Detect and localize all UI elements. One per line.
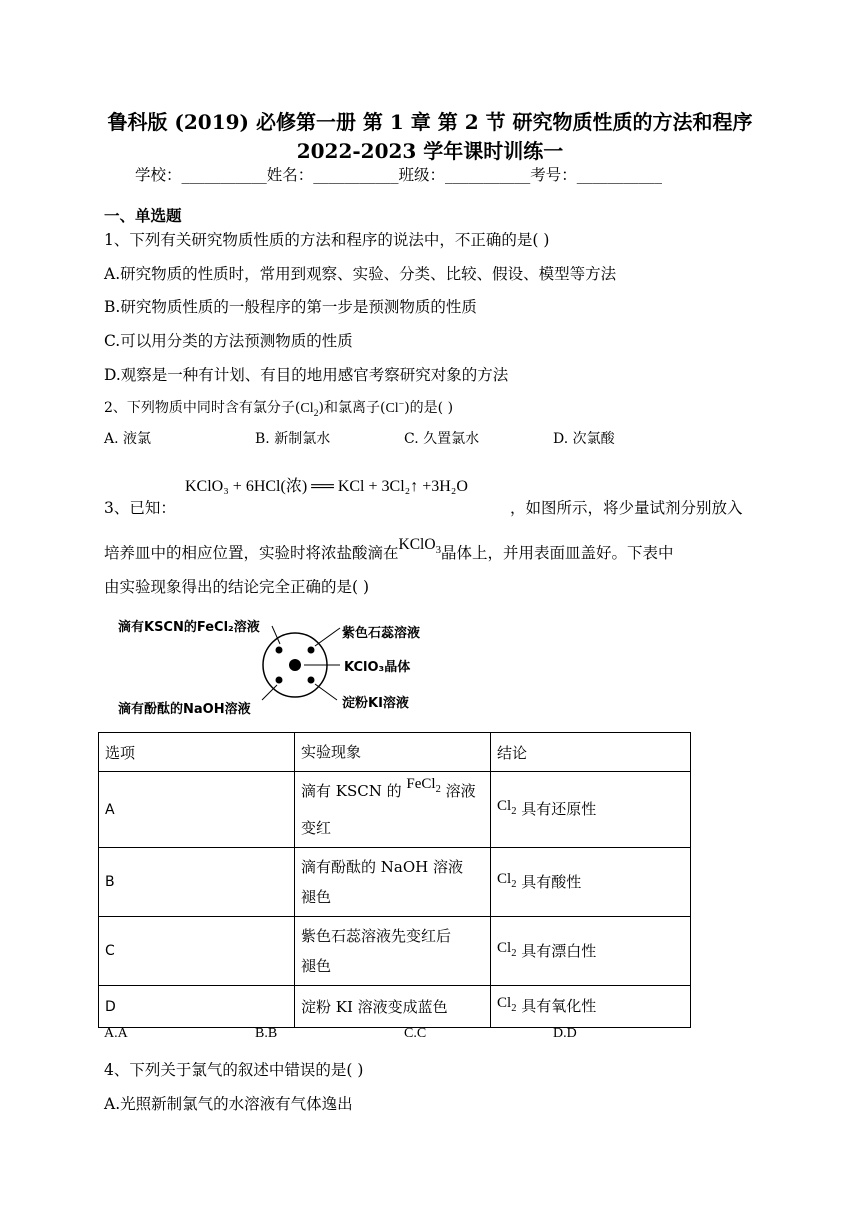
- row-conclusion: $Cl_2$ 具有还原性: [491, 772, 691, 848]
- row-option: C: [99, 917, 295, 986]
- row-phenomenon: 淀粉 KI 溶液变成蓝色: [295, 986, 491, 1028]
- row-conclusion: $Cl_2$ 具有氧化性: [491, 986, 691, 1028]
- row-phenomenon: 滴有 KSCN 的 FeCl$_2$ 溶液 变红: [295, 772, 491, 848]
- row-option: A: [99, 772, 295, 848]
- leader-tr: [315, 628, 340, 646]
- label-litmus: 紫色石蕊溶液: [342, 626, 421, 641]
- q3-line1-rest: ，如图所示，将少量试剂分别放入: [510, 499, 743, 517]
- row-option: D: [99, 986, 295, 1028]
- q2-stem: 2、下列物质中同时含有氯分子$(Cl_2)$和氯离子(Cl−)的是( ): [104, 398, 454, 419]
- row-option: B: [99, 848, 295, 917]
- row-conclusion: $Cl_2$ 具有漂白性: [491, 917, 691, 986]
- page-title: 鲁科版 (2019) 必修第一册 第 1 章 第 2 节 研究物质性质的方法和程序: [107, 110, 753, 134]
- row-conclusion: $Cl_2$ 具有酸性: [491, 848, 691, 917]
- label-kclo3: KClO₃晶体: [344, 660, 411, 675]
- q3-equation: KClO₃ + 6HCl(浓) ══ KCl + 3Cl₂↑ +3H₂O: [185, 478, 468, 495]
- q3-option-c: C.C: [404, 1026, 427, 1041]
- row-phenomenon: 紫色石蕊溶液先变红后 褪色: [295, 917, 491, 986]
- label-fecl2: 滴有KSCN的FeCl₂溶液: [118, 620, 260, 635]
- leader-br: [315, 684, 337, 700]
- dot-tl: [276, 647, 283, 654]
- q3-line3: 由实验现象得出的结论完全正确的是( ): [104, 578, 370, 596]
- section-heading: 一、单选题: [104, 206, 182, 225]
- q3-line2: 培养皿中的相应位置，实验时将浓盐酸滴在KClO$_3$晶体上，并用表面皿盖好。下表中: [104, 536, 674, 562]
- table-row: [99, 917, 691, 986]
- table-row: [99, 772, 691, 848]
- q3-table: [98, 732, 691, 1028]
- dot-bl: [276, 677, 283, 684]
- q2-option-b: B. 新制氯水: [255, 431, 331, 447]
- student-info-line: 学校：___________姓名：___________班级：___________考号：___________: [135, 166, 663, 184]
- table-header-row: [99, 733, 691, 772]
- q3-option-d: D.D: [553, 1026, 577, 1041]
- q3-option-b: B.B: [255, 1026, 278, 1041]
- leader-bl: [262, 685, 277, 700]
- q1-option-d: D.观察是一种有计划、有目的地用感官考察研究对象的方法: [104, 366, 509, 384]
- q2-option-a: A. 液氯: [104, 431, 152, 447]
- page-subtitle: 2022-2023 学年课时训练一: [296, 139, 564, 163]
- header-conclusion: 结论: [491, 733, 691, 772]
- center-dot: [289, 659, 301, 671]
- dot-br: [308, 677, 315, 684]
- table-row: [99, 986, 691, 1028]
- q3-prefix: 3、已知：: [104, 499, 176, 517]
- label-ki: 淀粉KI溶液: [342, 696, 409, 711]
- row-phenomenon: 滴有酚酞的 NaOH 溶液 褪色: [295, 848, 491, 917]
- label-naoh: 滴有酚酞的NaOH溶液: [118, 702, 251, 717]
- q1-stem: 1、下列有关研究物质性质的方法和程序的说法中，不正确的是( ): [104, 231, 550, 249]
- q1-option-b: B.研究物质性质的一般程序的第一步是预测物质的性质: [104, 298, 477, 316]
- q2-option-c: C. 久置氯水: [404, 431, 480, 447]
- q2-option-d: D. 次氯酸: [553, 431, 615, 447]
- header-option: 选项: [99, 733, 295, 772]
- header-phenomenon: 实验现象: [295, 733, 491, 772]
- q4-option-a: A.光照新制氯气的水溶液有气体逸出: [104, 1095, 353, 1113]
- q1-option-a: A.研究物质的性质时，常用到观察、实验、分类、比较、假设、模型等方法: [104, 265, 617, 283]
- q3-option-a: A.A: [104, 1026, 128, 1041]
- q4-stem: 4、下列关于氯气的叙述中错误的是( ): [104, 1061, 364, 1079]
- q1-option-c: C.可以用分类的方法预测物质的性质: [104, 332, 353, 350]
- table-row: [99, 848, 691, 917]
- dot-tr: [308, 647, 315, 654]
- q3-figure: [112, 610, 452, 720]
